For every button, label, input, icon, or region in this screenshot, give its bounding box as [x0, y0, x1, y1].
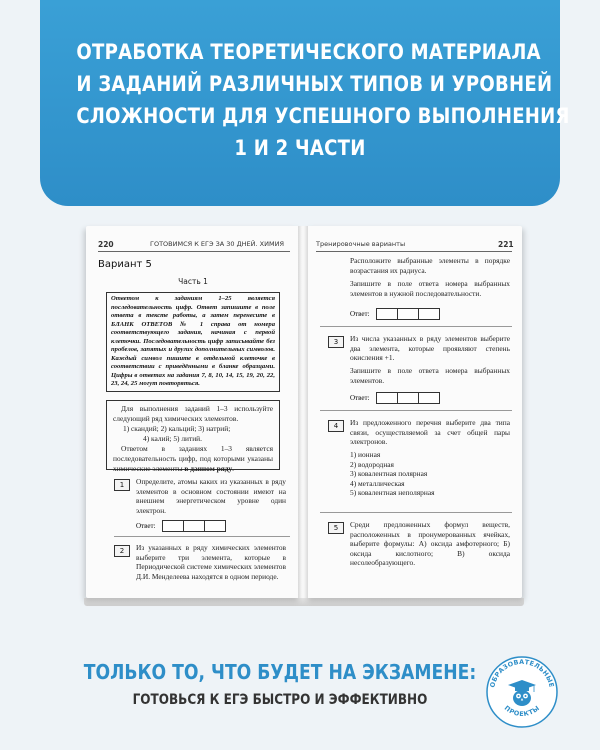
right-running-head: Тренировочные варианты [316, 240, 406, 248]
answer-row [136, 520, 225, 532]
question-text: Определите, атомы каких из указанных в ряду элементов в основном состоянии имеют на внешнем энергетическом уровне один электрон. [136, 477, 286, 515]
header-rule [316, 251, 512, 252]
answer-label: Ответ: [350, 394, 370, 402]
answer-cell[interactable] [376, 308, 398, 320]
book-page-edge [84, 598, 524, 606]
answer-cell[interactable] [183, 520, 205, 532]
elements-note [113, 444, 273, 473]
book-spine [298, 226, 308, 598]
question-text: Из указанных в ряду химических элементов выберите три элемента, которые в Периодической системе химических элементов Д.И. Менделеева находятся в одном периоде. [136, 543, 286, 581]
variant-heading: Вариант 5 [98, 259, 152, 270]
banner-line: ОТРАБОТКА ТЕОРЕТИЧЕСКОГО МАТЕРИАЛА [76, 40, 541, 64]
right-page-number: 221 [498, 240, 514, 249]
bottom-title: ТОЛЬКО ТО, ЧТО БУДЕТ НА ЭКЗАМЕНЕ: [83, 660, 477, 684]
instruction-box: Ответом к заданиям 1–25 является последовательность цифр. Ответ запишите в поле ответа в тексте работы, а затем перенесите в БЛАНК ОТВЕТОВ № 1 справа от номера соответствующего задания, начиная с первой клеточки. Последовательность цифр записывайте без пробелов, запятых и других дополнительных символов. Каждый символ пишите в отдельной клеточке в соответствии с приведёнными в бланке образцами. Цифры в ответах на задания 7, 8, 10, 14, 15, 19, 20, 22, 23, 24, 25 могут повторяться. [106, 292, 280, 392]
right-page [306, 226, 522, 598]
elements-intro: Для выполнения заданий 1–3 используйте следующий ряд химических элементов. [113, 404, 273, 423]
question-number: 1 [114, 479, 130, 491]
elements-box [106, 400, 280, 473]
left-running-head: ГОТОВИМСЯ К ЕГЭ ЗА 30 ДНЕЙ. ХИМИЯ [150, 240, 284, 248]
publisher-logo [484, 654, 560, 730]
option-item: 3) ковалентная полярная [350, 469, 428, 479]
answer-cell[interactable] [397, 308, 419, 320]
left-page-number: 220 [98, 240, 114, 249]
option-item: 2) водородная [350, 459, 394, 469]
question-text: Запишите в поле ответа номера выбранных элементов. [350, 366, 510, 385]
question-number: 3 [328, 336, 344, 348]
banner-line: 1 И 2 ЧАСТИ [234, 136, 366, 160]
question-divider [320, 512, 512, 513]
question-text: Среди предложенных формул веществ, расположенных в пронумерованных ячейках, выберите формулы: А) оксида амфотерного; Б) оксида кислотного; В) оксида несолеобразующего. [350, 520, 510, 568]
answer-cell[interactable] [418, 392, 440, 404]
question-text: Из числа указанных в ряду элементов выберите два элемента, которые проявляют степень окисления +1. [350, 334, 510, 363]
banner-line: СЛОЖНОСТИ ДЛЯ УСПЕШНОГО ВЫПОЛНЕНИЯ [76, 104, 570, 128]
elements-row: 1) скандий; 2) кальций; 3) натрий; [123, 424, 231, 434]
question-divider [114, 536, 290, 537]
bottom-subtitle: ГОТОВЬСЯ К ЕГЭ БЫСТРО И ЭФФЕКТИВНО [132, 692, 428, 708]
answer-cell[interactable] [376, 392, 398, 404]
option-item: 5) ковалентная неполярная [350, 488, 435, 498]
elements-row: 4) калий; 5) литий. [143, 433, 202, 443]
title-banner [40, 0, 570, 206]
answer-label: Ответ: [136, 522, 156, 530]
answer-cell[interactable] [418, 308, 440, 320]
elements-note-end: . [232, 463, 235, 473]
elements-note-bold: в данном ряду [184, 463, 233, 473]
answer-label: Ответ: [350, 310, 370, 318]
question-number: 5 [328, 522, 344, 534]
logo-text-bottom: ПРОЕКТЫ [502, 703, 542, 719]
left-page [86, 226, 300, 598]
question-number: 2 [114, 545, 130, 557]
question-text: Расположите выбранные элементы в порядке возрастания их радиуса. [350, 256, 510, 275]
answer-cell[interactable] [162, 520, 184, 532]
elements-note-text: Ответом в заданиях 1–3 является последовательность цифр, под которыми указаны химические элементы [113, 444, 273, 473]
question-divider [320, 326, 512, 327]
question-text: Запишите в поле ответа номера выбранных элементов в нужной последовательности. [350, 279, 510, 298]
option-item: 4) металлическая [350, 478, 405, 488]
options-list [350, 450, 435, 498]
answer-row [350, 392, 439, 404]
answer-cell[interactable] [397, 392, 419, 404]
question-divider [320, 410, 512, 411]
banner-line: И ЗАДАНИЙ РАЗЛИЧНЫХ ТИПОВ И УРОВНЕЙ [76, 72, 553, 96]
question-text: Из предложенного перечня выберите два типа связи, осуществляемой за счет общей пары электронов. [350, 418, 510, 447]
open-book [86, 226, 522, 612]
answer-row [350, 308, 439, 320]
part-heading: Часть 1 [178, 277, 208, 286]
option-item: 1) ионная [350, 450, 381, 459]
logo-text-top: ОБРАЗОВАТЕЛЬНЫЕ [488, 657, 556, 689]
header-rule [98, 251, 290, 252]
answer-cell[interactable] [204, 520, 226, 532]
question-number: 4 [328, 420, 344, 432]
